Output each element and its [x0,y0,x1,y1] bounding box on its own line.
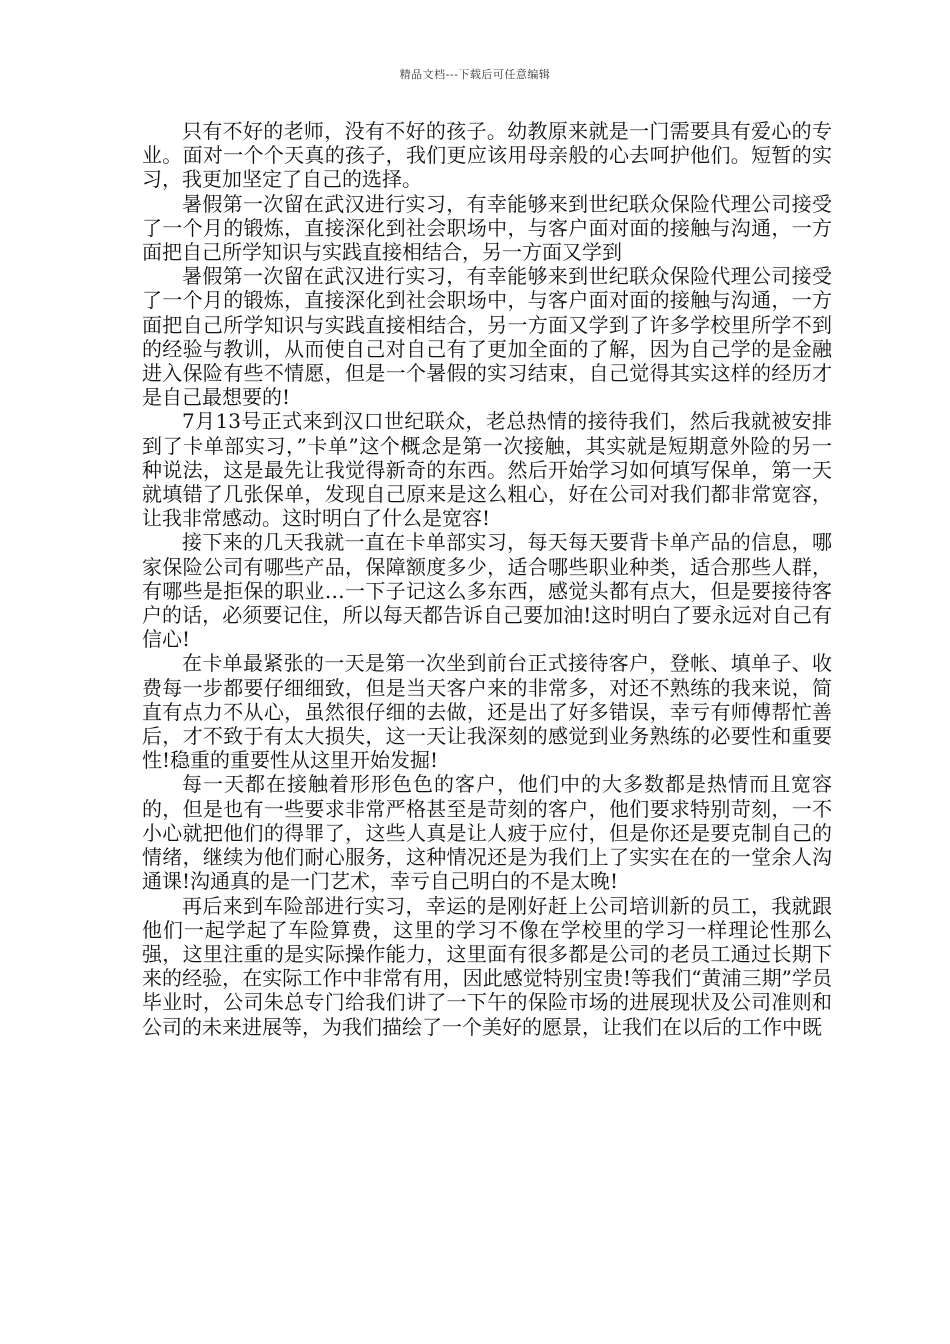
paragraph: 暑假第一次留在武汉进行实习，有幸能够来到世纪联众保险代理公司接受了一个月的锻炼，直接深化到社会职场中，与客户面对面的接触与沟通，一方面把自己所学知识与实践直接相结合，另一方面又学到 [142,191,832,265]
paragraph: 接下来的几天我就一直在卡单部实习，每天每天要背卡单产品的信息，哪家保险公司有哪些产品，保障额度多少，适合哪些职业种类，适合那些人群，有哪些是拒保的职业…一下子记这么多东西，感觉头都有点大，但是要接待客户的话，必须要记住，所以每天都告诉自己要加油!这时明白了要永远对自己有信心! [142,530,832,652]
paragraph: 每一天都在接触着形形色色的客户，他们中的大多数都是热情而且宽容的，但是也有一些要求非常严格甚至是苛刻的客户，他们要求特别苛刻，一不小心就把他们的得罪了，这些人真是让人疲于应付，但是你还是要克制自己的情绪，继续为他们耐心服务，这种情况还是为我们上了实实在在的一堂余人沟通课!沟通真的是一门艺术，幸亏自己明白的不是太晚! [142,772,832,894]
paragraph: 暑假第一次留在武汉进行实习，有幸能够来到世纪联众保险代理公司接受了一个月的锻炼，直接深化到社会职场中，与客户面对面的接触与沟通，一方面把自己所学知识与实践直接相结合，另一方面又学到了许多学校里所学不到的经验与教训，从而使自己对自己有了更加全面的了解，因为自己学的是金融进入保险有些不情愿，但是一个暑假的实习结束，自己觉得其实这样的经历才是自己最想要的! [142,264,832,410]
paragraph: 7月13号正式来到汉口世纪联众，老总热情的接待我们，然后我就被安排到了卡单部实习，”卡单”这个概念是第一次接触，其实就是短期意外险的另一种说法，这是最先让我觉得新奇的东西。然后开始学习如何填写保单，第一天就填错了几张保单，发现自己原来是这么粗心，好在公司对我们都非常宽容，让我非常感动。这时明白了什么是宽容! [142,409,832,531]
paragraph: 只有不好的老师，没有不好的孩子。幼教原来就是一门需要具有爱心的专业。面对一个个天真的孩子，我们更应该用母亲般的心去呵护他们。短暂的实习，我更加坚定了自己的选择。 [142,119,832,192]
paragraph: 在卡单最紧张的一天是第一次坐到前台正式接待客户，登帐、填单子、收费每一步都要仔细细致，但是当天客户来的非常多，对还不熟练的我来说，简直有点力不从心，虽然很仔细的去做，还是出了好多错误，幸亏有师傅帮忙善后，才不致于有太大损失，这一天让我深刻的感觉到业务熟练的必要性和重要性!稳重的重要性从这里开始发掘! [142,651,832,773]
page-header: 精品文档---下载后可任意编辑 [399,68,551,81]
paragraph: 再后来到车险部进行实习，幸运的是刚好赶上公司培训新的员工，我就跟他们一起学起了车险算费，这里的学习不像在学校里的学习一样理论性那么强，这里注重的是实际操作能力，这里面有很多都是公司的老员工通过长期下来的经验，在实际工作中非常有用，因此感觉特别宝贵!等我们“黄浦三期”学员毕业时，公司朱总专门给我们讲了一下午的保险市场的进展现状及公司准则和公司的未来进展等，为我们描绘了一个美好的愿景，让我们在以后的工作中既 [142,893,832,1039]
document-body [142,119,832,1039]
